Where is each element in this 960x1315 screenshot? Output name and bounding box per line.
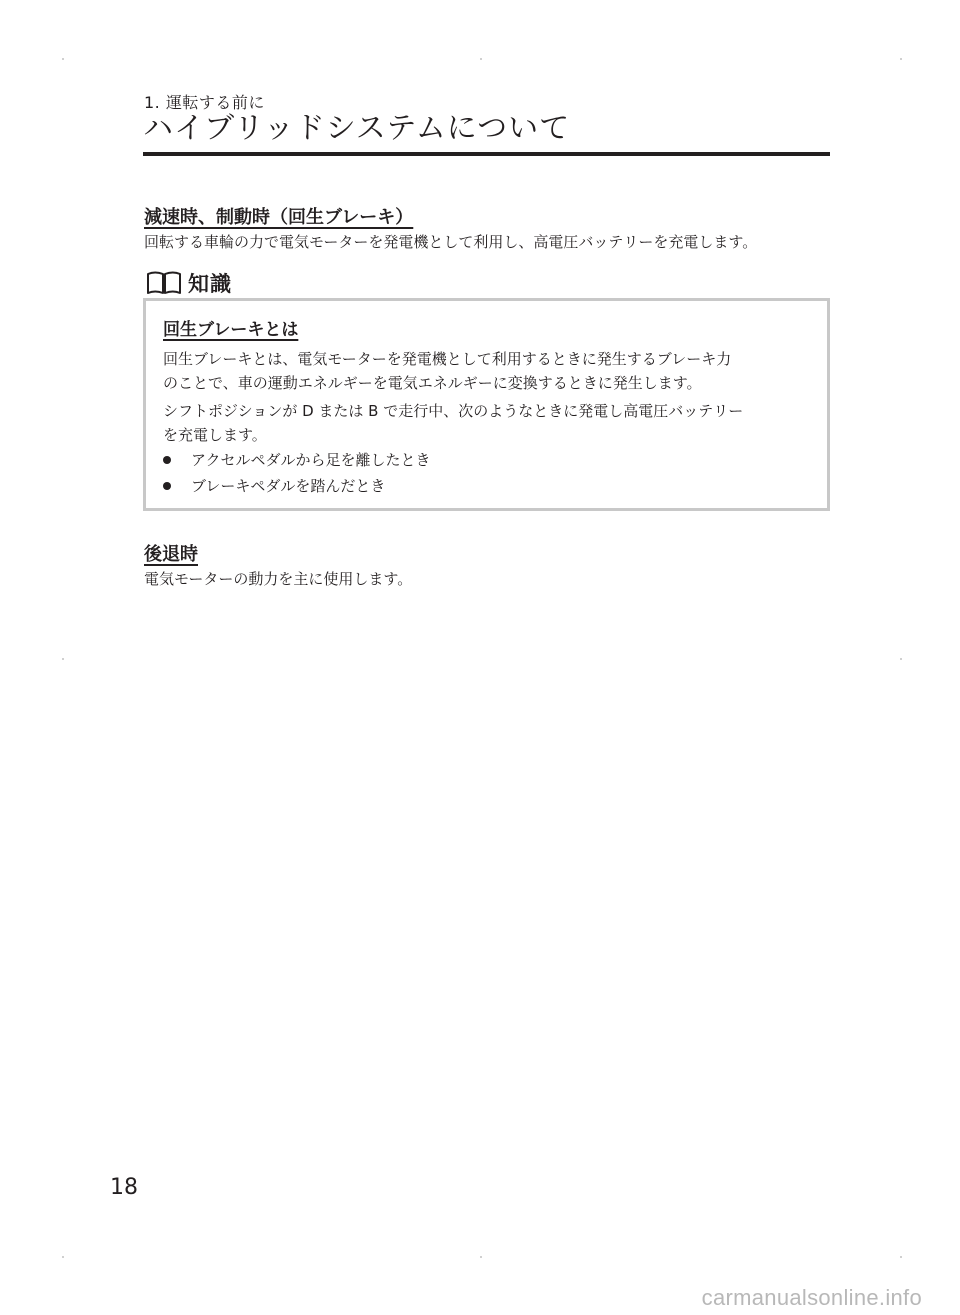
bullet-dot-icon: [163, 456, 171, 464]
crop-mark: [62, 58, 64, 60]
section-body-reverse: 電気モーターの動力を主に使用します。: [144, 570, 413, 588]
bullet-item: [163, 474, 385, 498]
knowledge-para-line: シフトポジションが D または B で走行中、次のようなときに発電し高電圧バッテリー: [163, 402, 744, 420]
knowledge-para-line: を充電します。: [163, 426, 267, 444]
page-title: ハイブリッドシステムについて: [143, 111, 571, 146]
knowledge-box: [143, 298, 830, 511]
crop-mark: [900, 58, 902, 60]
bullet-text: アクセルペダルから足を離したとき: [191, 451, 431, 469]
crop-mark: [480, 1256, 482, 1258]
crop-mark: [62, 1256, 64, 1258]
knowledge-para-line: のことで、車の運動エネルギーを電気エネルギーに変換するときに発生します。: [163, 374, 702, 392]
crop-mark: [900, 658, 902, 660]
chapter-label: 1. 運転する前に: [144, 93, 265, 112]
page-number: 18: [110, 1175, 138, 1200]
crop-mark: [900, 1256, 902, 1258]
bullet-dot-icon: [163, 482, 171, 490]
knowledge-label: 知識: [188, 272, 232, 296]
section-heading-reverse: 後退時: [144, 544, 198, 565]
crop-mark: [480, 58, 482, 60]
open-book-icon: [146, 270, 182, 296]
crop-mark: [62, 658, 64, 660]
section-heading-regen: 減速時、制動時（回生ブレーキ）: [144, 207, 414, 228]
watermark: carmanualsonline.info: [701, 1285, 922, 1310]
bullet-text: ブレーキペダルを踏んだとき: [191, 477, 386, 495]
title-divider: [143, 152, 830, 156]
section-body-regen: 回転する車輪の力で電気モーターを発電機として利用し、高電圧バッテリーを充電します。: [144, 233, 758, 251]
bullet-item: [163, 448, 431, 472]
knowledge-box-heading: 回生ブレーキとは: [163, 320, 299, 340]
knowledge-para-line: 回生ブレーキとは、電気モーターを発電機として利用するときに発生するブレーキ力: [163, 350, 732, 368]
knowledge-heading: [146, 268, 232, 298]
